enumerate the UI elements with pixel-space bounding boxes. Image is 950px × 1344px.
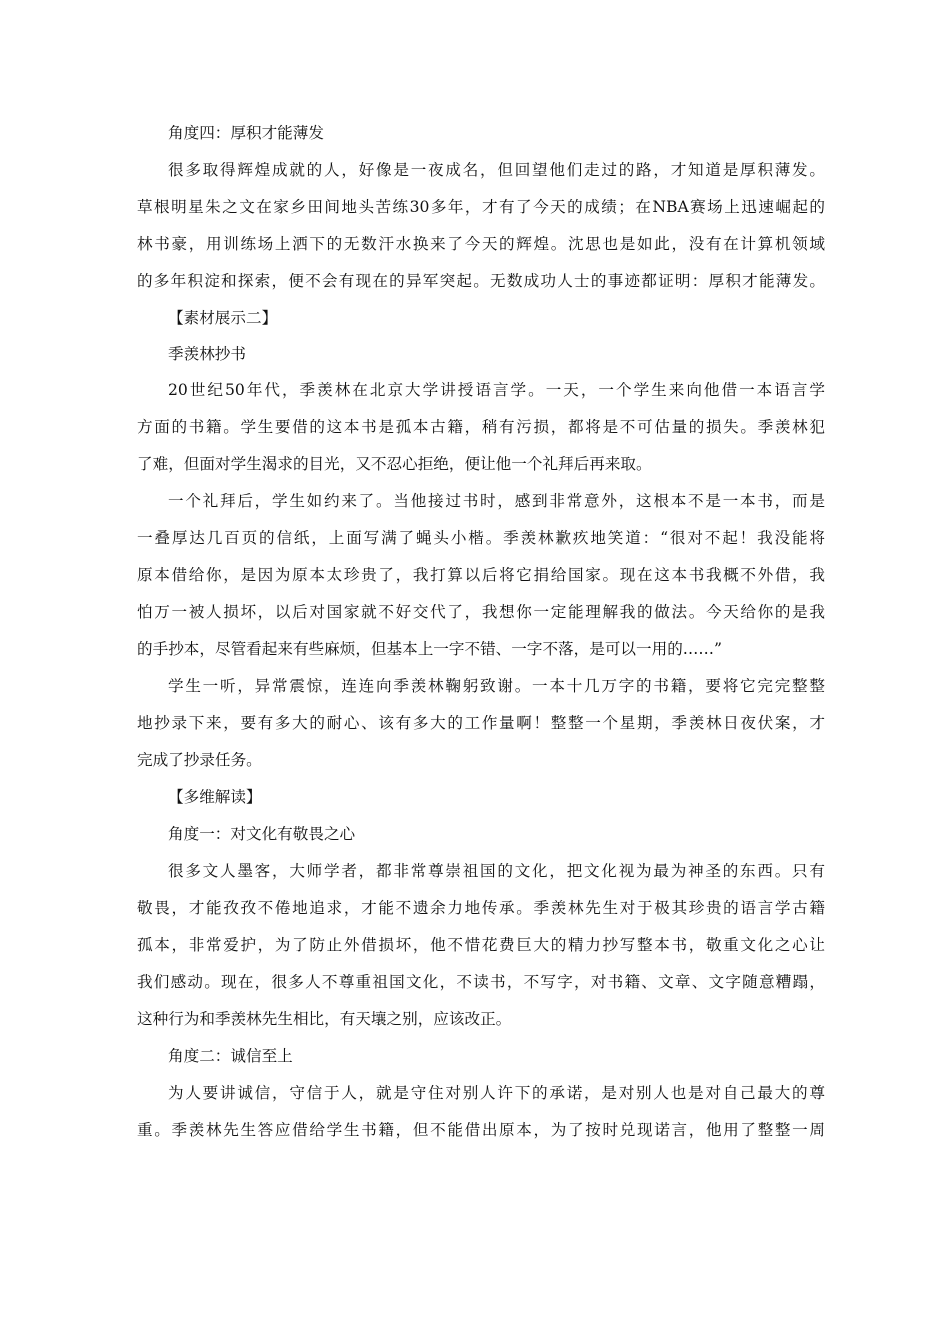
text-line: 一个礼拜后，学生如约来了。当他接过书时，感到非常意外，这根本不是一本书，而是	[168, 492, 825, 510]
text-line: 敬畏，才能孜孜不倦地追求，才能不遗余力地传承。季羡林先生对于极其珍贵的语言学古籍	[137, 899, 825, 917]
text-line: 很多取得辉煌成就的人，好像是一夜成名，但回望他们走过的路，才知道是厚积薄发。	[168, 161, 825, 179]
text-line: 20世纪50年代，季羡林在北京大学讲授语言学。一天，一个学生来向他借一本语言学	[168, 381, 825, 399]
text-line: 季羡林抄书	[168, 345, 246, 363]
text-line: 地抄录下来，要有多大的耐心、该有多大的工作量啊！整整一个星期，季羡林日夜伏案，才	[137, 714, 825, 732]
text-line: 学生一听，异常震惊，连连向季羡林鞠躬致谢。一本十几万字的书籍，要将它完完整整	[168, 677, 825, 695]
text-line: 角度四：厚积才能薄发	[168, 124, 324, 142]
text-line: 很多文人墨客，大师学者，都非常尊崇祖国的文化，把文化视为最为神圣的东西。只有	[168, 862, 825, 880]
text-line: 草根明星朱之文在家乡田间地头苦练30多年，才有了今天的成绩；在NBA赛场上迅速崛起的	[137, 198, 825, 216]
text-line: 的多年积淀和探索，便不会有现在的异军突起。无数成功人士的事迹都证明：厚积才能薄发。	[137, 272, 825, 290]
text-line: 角度二：诚信至上	[168, 1047, 293, 1065]
text-line: 一叠厚达几百页的信纸，上面写满了蝇头小楷。季羡林歉疚地笑道：“很对不起！我没能将	[137, 529, 825, 547]
text-line: 怕万一被人损坏，以后对国家就不好交代了，我想你一定能理解我的做法。今天给你的是我	[137, 603, 825, 621]
text-line: 孤本，非常爱护，为了防止外借损坏，他不惜花费巨大的精力抄写整本书，敬重文化之心让	[137, 936, 825, 954]
text-line: 方面的书籍。学生要借的这本书是孤本古籍，稍有污损，都将是不可估量的损失。季羡林犯	[137, 418, 825, 436]
text-line: 重。季羡林先生答应借给学生书籍，但不能借出原本，为了按时兑现诺言，他用了整整一周	[137, 1121, 825, 1139]
text-line: 角度一：对文化有敬畏之心	[168, 825, 356, 843]
text-line: 了难，但面对学生渴求的目光，又不忍心拒绝，便让他一个礼拜后再来取。	[137, 455, 652, 473]
text-line: 为人要讲诚信，守信于人，就是守住对别人许下的承诺，是对别人也是对自己最大的尊	[168, 1084, 825, 1102]
text-line: 林书豪，用训练场上洒下的无数汗水换来了今天的辉煌。沈思也是如此，没有在计算机领域	[137, 235, 825, 253]
text-line: 的手抄本，尽管看起来有些麻烦，但基本上一字不错、一字不落，是可以一用的……”	[137, 640, 722, 658]
text-line: 【多维解读】	[168, 788, 262, 806]
text-line: 【素材展示二】	[168, 309, 278, 327]
text-line: 这种行为和季羡林先生相比，有天壤之别，应该改正。	[137, 1010, 512, 1028]
text-line: 原本借给你，是因为原本太珍贵了，我打算以后将它捐给国家。现在这本书我概不外借，我	[137, 566, 825, 584]
text-line: 我们感动。现在，很多人不尊重祖国文化，不读书，不写字，对书籍、文章、文字随意糟蹋，	[137, 973, 825, 991]
text-line: 完成了抄录任务。	[137, 751, 262, 769]
